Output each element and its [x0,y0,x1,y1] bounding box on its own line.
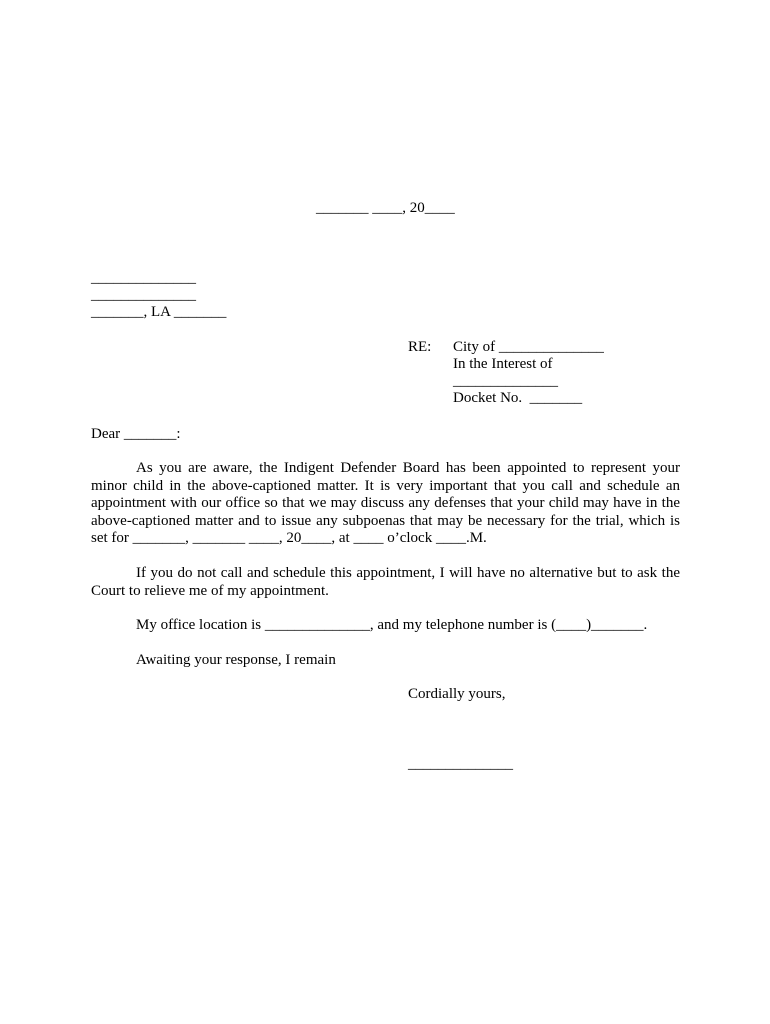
re-interest: In the Interest of [453,356,553,372]
body-paragraph-2: If you do not call and schedule this appointment, I will have no alternative but to ask the Court to relieve me of my appointment. [91,565,680,599]
re-city: City of ______________ [453,339,604,355]
salutation: Dear _______: [91,426,181,442]
recipient-line-1: ______________ [91,270,196,286]
date-line: _______ ____, 20____ [316,200,455,216]
recipient-line-2: ______________ [91,287,196,303]
body-paragraph-1: As you are aware, the Indigent Defender Board has been appointed to represent your minor child in the above-captioned matter. It is very important that you call and schedule an appointment with our office so that we may discuss any defenses that your child may have in the above-captioned matter and to issue any subpoenas that may be necessary for the trial, which is set for _______, _______ ____, 20____, at ____ o’clock ____.M. [91,460,680,546]
signature-line: ______________ [408,756,513,772]
re-docket: Docket No. _______ [453,390,583,406]
re-blank: ______________ [453,373,558,389]
body-paragraph-4: Awaiting your response, I remain [136,652,336,668]
body-paragraph-3: My office location is ______________, and my telephone number is (____)_______. [136,617,648,633]
closing: Cordially yours, [408,686,506,702]
recipient-city-state: _______, LA _______ [91,304,227,320]
re-label: RE: [408,339,432,355]
